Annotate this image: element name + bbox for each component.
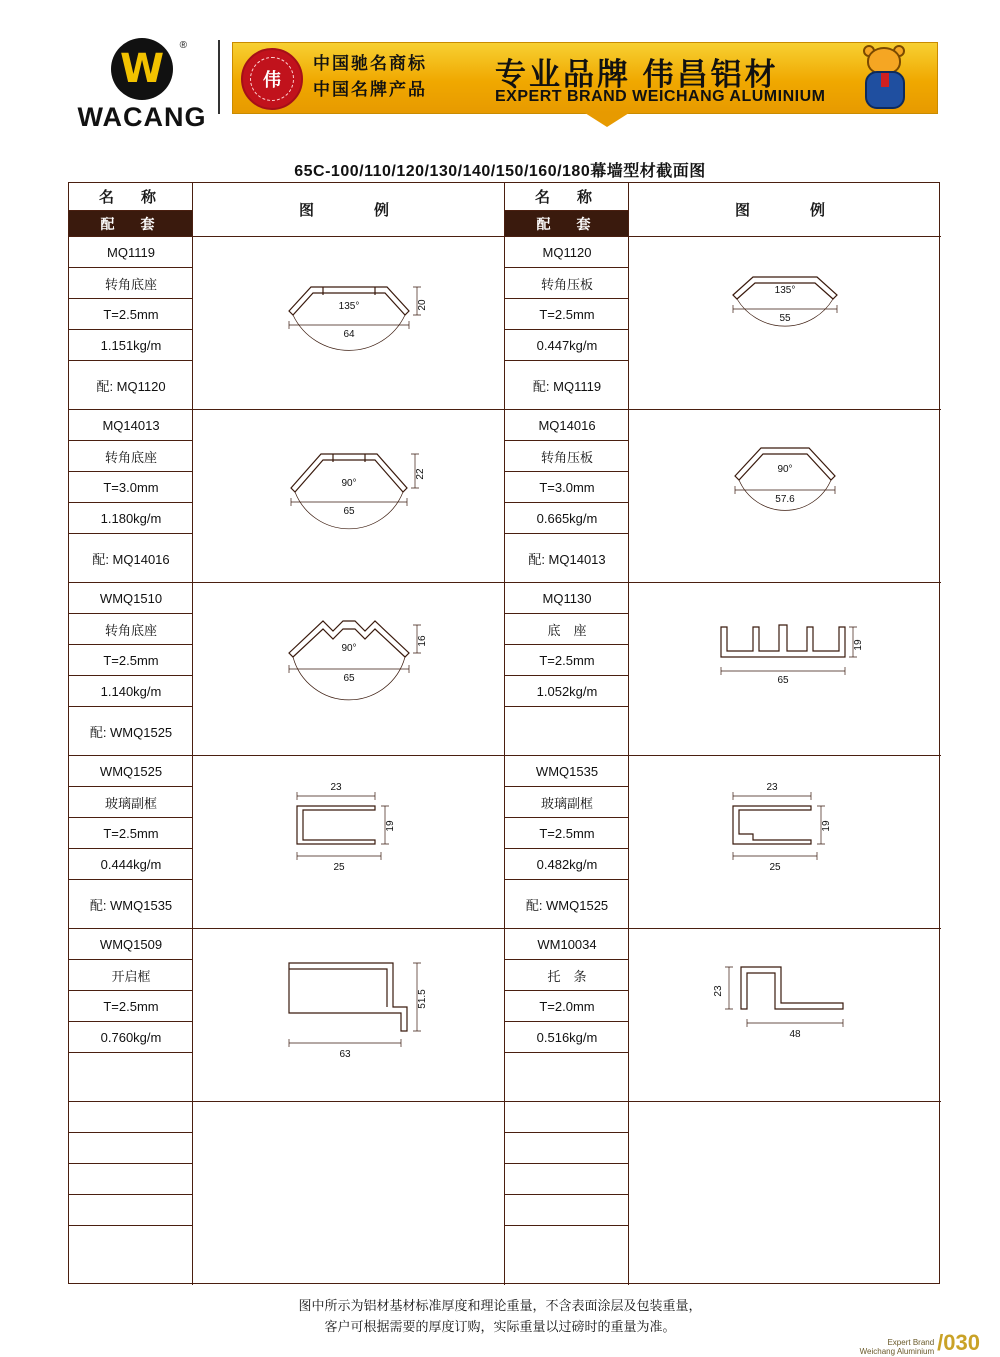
row-label-cells [505,583,629,755]
profile-pair [69,1226,193,1285]
svg-text:57.6: 57.6 [775,494,795,505]
profile-description [69,1133,193,1164]
brand-name-en: EXPERT BRAND WEICHANG ALUMINIUM [495,88,826,105]
profile-code [505,1102,629,1133]
logo-letter: W [119,46,165,92]
profile-cross-section-figure [629,1102,941,1285]
profile-code: WMQ1525 [69,756,193,787]
table-row [505,583,941,756]
profile-weight [505,1195,629,1226]
registered-icon: ® [179,40,187,51]
table-row [69,756,505,929]
header-divider [218,40,220,114]
profile-description: 玻璃副框 [69,787,193,818]
table-row [505,237,941,410]
profile-weight: 0.516kg/m [505,1022,629,1053]
profile-code: MQ14016 [505,410,629,441]
svg-text:64: 64 [343,329,355,340]
profile-description: 转角底座 [69,268,193,299]
profile-code: MQ1130 [505,583,629,614]
column-header-name: 名 称 [505,183,629,211]
profile-cross-section-figure [193,756,505,928]
page-title: 65C-100/110/120/130/140/150/160/180幕墙型材截面图 [294,163,706,180]
svg-text:23: 23 [713,985,724,997]
table-column-right [505,183,941,1285]
profile-weight: 0.444kg/m [69,849,193,880]
row-label-cells [505,929,629,1101]
page-header [0,0,1000,130]
table-row [505,756,941,929]
profile-pair: 配: MQ14013 [528,552,606,567]
profile-pair: 配: WMQ1535 [89,898,173,913]
svg-text:19: 19 [853,639,864,651]
row-label-cells [505,756,629,928]
profile-thickness: T=2.5mm [69,645,193,676]
svg-text:51.5: 51.5 [417,989,428,1009]
profile-weight: 0.665kg/m [505,503,629,534]
profile-code [69,1102,193,1133]
profile-thickness [505,1164,629,1195]
profile-description: 开启框 [69,960,193,991]
profile-code: WMQ1510 [69,583,193,614]
banner-arrow-icon [585,113,629,127]
certification-seal-icon [241,48,303,110]
profile-code: WM10034 [505,929,629,960]
profile-cross-section-figure [193,237,505,409]
cert-line-1: 中国驰名商标 [313,54,427,73]
cert-line-2: 中国名牌产品 [313,80,427,99]
column-header-pair: 配 套 [505,211,629,237]
table-row [505,929,941,1102]
svg-text:90°: 90° [777,464,793,475]
profile-description: 玻璃副框 [505,787,629,818]
table-row [69,410,505,583]
row-label-cells [69,237,193,409]
table-row [69,929,505,1102]
profile-cross-section-figure [193,410,505,582]
row-label-cells [69,1102,193,1285]
profile-code: WMQ1535 [505,756,629,787]
footnote [0,1295,1000,1337]
profile-description [505,1133,629,1164]
certification-text [313,51,427,103]
profile-weight [69,1195,193,1226]
brand-banner [232,42,938,114]
profile-thickness: T=3.0mm [505,472,629,503]
tiger-mascot-icon [845,43,931,115]
profile-description: 转角底座 [69,441,193,472]
profile-pair: 配: WMQ1525 [525,898,609,913]
profile-pair [505,1226,629,1285]
svg-text:65: 65 [343,673,355,684]
table-row [505,1102,941,1285]
profile-cross-section-figure [629,410,941,582]
profile-code: MQ1119 [69,237,193,268]
profile-pair [505,1053,629,1102]
svg-text:65: 65 [777,675,789,686]
row-label-cells [69,583,193,755]
column-header-name: 名 称 [69,183,193,211]
profile-thickness: T=2.5mm [69,299,193,330]
profile-cross-section-figure [629,929,941,1101]
profile-weight: 0.760kg/m [69,1022,193,1053]
table-row [505,410,941,583]
svg-text:19: 19 [385,820,396,832]
logo-wordmark: WACANG [77,102,207,132]
svg-text:90°: 90° [341,643,357,654]
svg-text:65: 65 [343,506,355,517]
profile-code: WMQ1509 [69,929,193,960]
profile-thickness: T=2.0mm [505,991,629,1022]
profile-thickness: T=3.0mm [69,472,193,503]
profile-weight: 1.052kg/m [505,676,629,707]
table-column-left [69,183,505,1285]
svg-text:23: 23 [330,782,342,793]
svg-text:135°: 135° [774,285,796,296]
profile-pair [69,1053,193,1102]
svg-text:19: 19 [821,820,832,832]
profile-description: 转角压板 [505,268,629,299]
profile-table [68,182,940,1284]
profile-description: 转角底座 [69,614,193,645]
svg-text:20: 20 [417,299,428,311]
profile-weight: 0.482kg/m [505,849,629,880]
svg-text:55: 55 [779,313,791,324]
svg-text:63: 63 [339,1049,351,1060]
row-label-cells [505,410,629,582]
footnote-line-1: 图中所示为铝材基材标准厚度和理论重量，不含表面涂层及包装重量， [298,1298,702,1313]
profile-thickness: T=2.5mm [505,818,629,849]
profile-pair: 配: MQ1120 [96,379,166,394]
profile-thickness: T=2.5mm [505,299,629,330]
profile-pair: 配: WMQ1525 [89,725,173,740]
seal-inner-text: 伟 [250,57,294,101]
column-header-pair: 配 套 [69,211,193,237]
table-row [69,237,505,410]
svg-text:90°: 90° [341,478,357,489]
svg-text:25: 25 [333,862,345,873]
profile-cross-section-figure [629,756,941,928]
profile-code: MQ14013 [69,410,193,441]
profile-pair: 配: MQ14016 [92,552,170,567]
profile-description: 托 条 [505,960,629,991]
profile-pair [505,707,629,756]
profile-pair: 配: MQ1119 [532,379,602,394]
row-label-cells [505,237,629,409]
profile-description: 底 座 [505,614,629,645]
profile-cross-section-figure [629,583,941,755]
column-header-figure: 图 例 [629,183,941,237]
profile-code: MQ1120 [505,237,629,268]
profile-weight: 1.151kg/m [69,330,193,361]
svg-text:16: 16 [417,635,428,647]
row-label-cells [69,756,193,928]
profile-weight: 1.180kg/m [69,503,193,534]
page-number: /030 [937,1330,980,1355]
table-row [69,583,505,756]
profile-cross-section-figure [629,237,941,409]
table-row [69,1102,505,1285]
page-footer [860,1330,980,1356]
profile-thickness: T=2.5mm [505,645,629,676]
wacang-logo-icon [111,38,187,100]
column-header-figure: 图 例 [193,183,505,237]
footer-brand-line-1: Expert Brand [887,1338,935,1347]
row-label-cells [69,929,193,1101]
profile-description: 转角压板 [505,441,629,472]
profile-cross-section-figure [193,929,505,1101]
profile-weight: 1.140kg/m [69,676,193,707]
svg-text:25: 25 [769,862,781,873]
profile-cross-section-figure [193,583,505,755]
svg-text:135°: 135° [338,301,360,312]
svg-text:23: 23 [766,782,778,793]
svg-text:22: 22 [415,468,426,480]
brand-name-cn: 专业品牌 伟昌铝材 [495,57,779,92]
profile-thickness: T=2.5mm [69,991,193,1022]
row-label-cells [505,1102,629,1285]
footer-brand-en [860,1338,935,1356]
profile-weight: 0.447kg/m [505,330,629,361]
profile-cross-section-figure [193,1102,505,1285]
profile-thickness [69,1164,193,1195]
company-logo [62,38,222,132]
row-label-cells [69,410,193,582]
footer-brand-line-2: Weichang Aluminium [859,1347,935,1356]
profile-thickness: T=2.5mm [69,818,193,849]
svg-text:48: 48 [789,1029,801,1040]
footnote-line-2: 客户可根据需要的厚度订购，实际重量以过磅时的重量为准。 [324,1319,676,1334]
